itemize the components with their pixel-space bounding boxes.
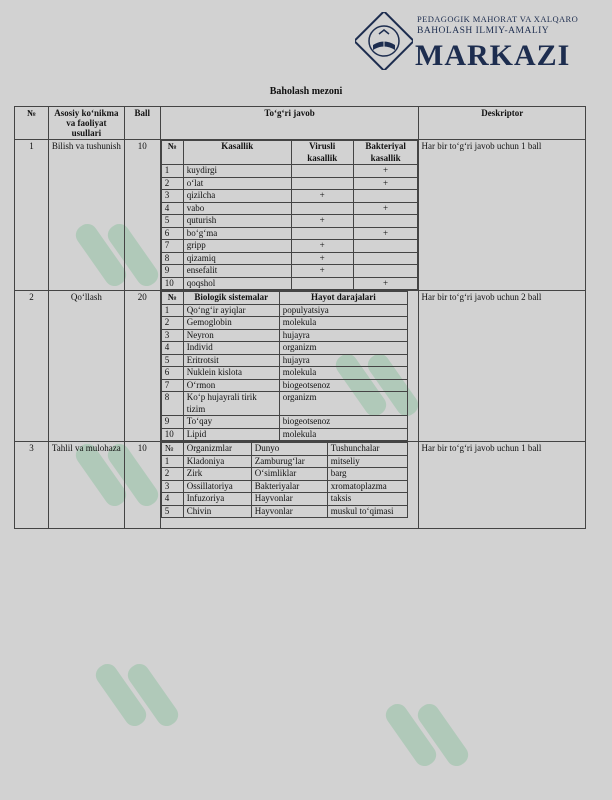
table-cell: 7: [161, 240, 183, 253]
col-header: Virusli kasallik: [291, 141, 353, 165]
section-descriptor: Har bir to‘g‘ri javob uchun 2 ball: [419, 291, 586, 442]
table-cell: quturish: [183, 215, 291, 228]
table-cell: 5: [161, 505, 183, 518]
table-cell: [353, 252, 418, 265]
table-cell: hujayra: [279, 329, 407, 342]
table-cell: +: [291, 240, 353, 253]
section-skill: Bilish va tushunish: [48, 140, 124, 291]
table-cell: +: [353, 202, 418, 215]
section-ball: 20: [124, 291, 160, 442]
table-cell: bo‘g‘ma: [183, 227, 291, 240]
table-cell: 4: [161, 342, 183, 355]
organization-logo: [355, 10, 595, 72]
table-row: [161, 215, 418, 228]
table-cell: kuydirgi: [183, 165, 291, 178]
table-row: [161, 227, 418, 240]
table-cell: 8: [161, 392, 183, 416]
header-descriptor: Deskriptor: [419, 107, 586, 140]
section-row: [15, 140, 586, 291]
table-cell: 6: [161, 367, 183, 380]
header-skill: Asosiy ko‘nikma va faoliyat usullari: [48, 107, 124, 140]
table-row: [161, 317, 407, 330]
table-cell: Infuzoriya: [183, 493, 251, 506]
table-row: [161, 252, 418, 265]
logo-text-line1: PEDAGOGIK MAHORAT VA XALQARO: [417, 14, 579, 24]
table-row: [161, 240, 418, 253]
table-cell: qizamiq: [183, 252, 291, 265]
table-cell: molekula: [279, 428, 407, 441]
col-header: Bakteriyal kasallik: [353, 141, 418, 165]
table-cell: 10: [161, 428, 183, 441]
table-cell: Ko‘p hujayrali tirik tizim: [183, 392, 279, 416]
table-cell: 9: [161, 416, 183, 429]
table-cell: [291, 227, 353, 240]
table-row: [161, 367, 407, 380]
table-cell: 9: [161, 265, 183, 278]
table-cell: O‘rmon: [183, 379, 279, 392]
table-cell: [291, 202, 353, 215]
table-cell: mitseliy: [327, 455, 407, 468]
table-cell: molekula: [279, 367, 407, 380]
table-row: [161, 329, 407, 342]
table-cell: 1: [161, 304, 183, 317]
page-title: Baholash mezoni: [269, 86, 343, 97]
section-descriptor: Har bir to‘g‘ri javob uchun 1 ball: [419, 442, 586, 529]
table-cell: populyatsiya: [279, 304, 407, 317]
table-cell: +: [291, 190, 353, 203]
table-cell: 2: [161, 468, 183, 481]
table-cell: To‘qay: [183, 416, 279, 429]
table-cell: Ossillatoriya: [183, 480, 251, 493]
col-header: Biologik sistemalar: [183, 292, 279, 305]
table-cell: Gemoglobin: [183, 317, 279, 330]
table-cell: 3: [161, 329, 183, 342]
table-row: [161, 392, 407, 416]
table-cell: qoqshol: [183, 277, 291, 290]
table-cell: 5: [161, 215, 183, 228]
section-row: [15, 291, 586, 442]
table-cell: 4: [161, 493, 183, 506]
table-row: [161, 277, 418, 290]
header-ball: Ball: [124, 107, 160, 140]
table-cell: o‘lat: [183, 177, 291, 190]
table-cell: Zirk: [183, 468, 251, 481]
table-cell: O‘simliklar: [251, 468, 327, 481]
section-ball: 10: [124, 442, 160, 529]
table-cell: 4: [161, 202, 183, 215]
header-row: [15, 107, 586, 140]
col-header: Hayot darajalari: [279, 292, 407, 305]
table-cell: 10: [161, 277, 183, 290]
table-cell: organizm: [279, 342, 407, 355]
section-row: [15, 442, 586, 529]
table-cell: 3: [161, 190, 183, 203]
table-cell: Hayvonlar: [251, 493, 327, 506]
table-cell: ensefalit: [183, 265, 291, 278]
table-row: [161, 493, 407, 506]
watermark-logo: [90, 640, 210, 760]
table-cell: 2: [161, 177, 183, 190]
table-cell: +: [353, 227, 418, 240]
table-cell: Chivin: [183, 505, 251, 518]
answer-cell: [160, 291, 419, 442]
table-cell: [353, 265, 418, 278]
section-num: 3: [15, 442, 49, 529]
table-row: [161, 416, 407, 429]
header-num: №: [15, 107, 49, 140]
answer-cell: [160, 140, 419, 291]
assessment-table: [14, 106, 586, 529]
table-row: [161, 190, 418, 203]
section-skill: Qo‘llash: [48, 291, 124, 442]
table-cell: muskul to‘qimasi: [327, 505, 407, 518]
table-cell: 8: [161, 252, 183, 265]
table-cell: +: [291, 265, 353, 278]
table-cell: Hayvonlar: [251, 505, 327, 518]
table-cell: Bakteriyalar: [251, 480, 327, 493]
table-row: [161, 505, 407, 518]
table-cell: biogeotsenoz: [279, 379, 407, 392]
biological-systems-table: [161, 291, 408, 441]
table-row: [161, 480, 407, 493]
section-skill: Tahlil va mulohaza: [48, 442, 124, 529]
table-row: [161, 265, 418, 278]
table-cell: Individ: [183, 342, 279, 355]
answer-cell: [160, 442, 419, 529]
table-cell: gripp: [183, 240, 291, 253]
table-row: [161, 354, 407, 367]
table-cell: biogeotsenoz: [279, 416, 407, 429]
table-cell: hujayra: [279, 354, 407, 367]
table-cell: 1: [161, 165, 183, 178]
table-row: [161, 428, 407, 441]
table-cell: Zamburug‘lar: [251, 455, 327, 468]
col-header: №: [161, 443, 183, 456]
col-header: №: [161, 141, 183, 165]
table-cell: 1: [161, 455, 183, 468]
table-cell: Eritrotsit: [183, 354, 279, 367]
table-row: [161, 455, 407, 468]
table-cell: 2: [161, 317, 183, 330]
table-cell: Kladoniya: [183, 455, 251, 468]
table-cell: Lipid: [183, 428, 279, 441]
section-ball: 10: [124, 140, 160, 291]
table-cell: 5: [161, 354, 183, 367]
table-row: [161, 304, 407, 317]
col-header: Dunyo: [251, 443, 327, 456]
table-cell: [353, 215, 418, 228]
table-cell: organizm: [279, 392, 407, 416]
table-cell: vabo: [183, 202, 291, 215]
watermark-logo: [380, 680, 500, 800]
section-num: 2: [15, 291, 49, 442]
table-row: [161, 177, 418, 190]
section-num: 1: [15, 140, 49, 291]
table-row: [161, 202, 418, 215]
section-descriptor: Har bir to‘g‘ri javob uchun 1 ball: [419, 140, 586, 291]
disease-table: [161, 140, 419, 290]
table-cell: taksis: [327, 493, 407, 506]
col-header: №: [161, 292, 183, 305]
table-row: [161, 342, 407, 355]
table-row: [161, 379, 407, 392]
table-cell: qizilcha: [183, 190, 291, 203]
table-cell: Qo‘ng‘ir ayiqlar: [183, 304, 279, 317]
table-cell: [291, 277, 353, 290]
table-cell: [353, 190, 418, 203]
table-cell: +: [291, 215, 353, 228]
table-cell: +: [353, 277, 418, 290]
table-row: [161, 165, 418, 178]
logo-text-line2: BAHOLASH ILMIY-AMALIY: [417, 26, 550, 36]
table-cell: xromatoplazma: [327, 480, 407, 493]
table-cell: +: [353, 177, 418, 190]
table-cell: [291, 165, 353, 178]
col-header: Organizmlar: [183, 443, 251, 456]
table-cell: Nuklein kislota: [183, 367, 279, 380]
col-header: Tushunchalar: [327, 443, 407, 456]
table-cell: molekula: [279, 317, 407, 330]
organisms-table: [161, 442, 408, 518]
table-cell: Neyron: [183, 329, 279, 342]
table-cell: [291, 177, 353, 190]
table-cell: 3: [161, 480, 183, 493]
table-cell: [353, 240, 418, 253]
book-emblem-icon: [355, 12, 413, 70]
table-cell: +: [353, 165, 418, 178]
table-cell: 7: [161, 379, 183, 392]
logo-text-markazi: MARKAZI: [415, 39, 571, 72]
table-row: [161, 468, 407, 481]
header-answer: To‘g‘ri javob: [160, 107, 419, 140]
table-cell: +: [291, 252, 353, 265]
col-header: Kasallik: [183, 141, 291, 165]
table-cell: 6: [161, 227, 183, 240]
table-cell: barg: [327, 468, 407, 481]
